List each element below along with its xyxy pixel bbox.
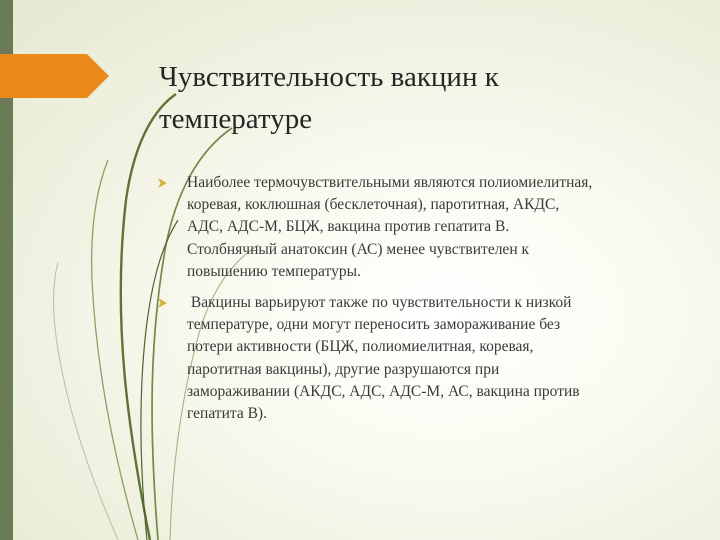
title-line: температуре — [159, 103, 313, 135]
bullet-line: температуре, одни могут переносить замораживание без — [187, 316, 561, 334]
arrow-bullet-icon — [158, 178, 167, 188]
bullet-line: потери активности (БЦЖ, полиомиелитная, коревая, — [187, 338, 534, 356]
bullet-line: Столбнячный анатоксин (АС) менее чувствителен к — [187, 240, 530, 258]
slide-title — [159, 56, 679, 140]
bullet-item — [158, 172, 658, 283]
bullet-line: коревая, коклюшная (бесклеточная), паротитная, АКДС, — [187, 196, 560, 214]
bullet-line: Вакцины варьируют также по чувствительности к низкой — [187, 294, 572, 312]
bullet-line: Наиболее термочувствительными являются полиомиелитная, — [187, 174, 593, 191]
bullet-line: гепатита В). — [187, 405, 267, 423]
title-arrow-icon — [0, 54, 109, 98]
bullet-item — [158, 292, 658, 425]
bullet-line: АДС, АДС-М, БЦЖ, вакцина против гепатита В. — [187, 218, 510, 236]
bullet-line: паротитная вакцины), другие разрушаются при — [187, 360, 500, 378]
arrow-bullet-icon — [158, 298, 167, 308]
bullet-line: замораживании (АКДС, АДС, АДС-М, АС, вакцина против — [187, 382, 580, 400]
bullet-line: повышению температуры. — [187, 262, 361, 280]
title-line: Чувствительность вакцин к — [159, 61, 499, 93]
bullet-list — [158, 172, 658, 434]
